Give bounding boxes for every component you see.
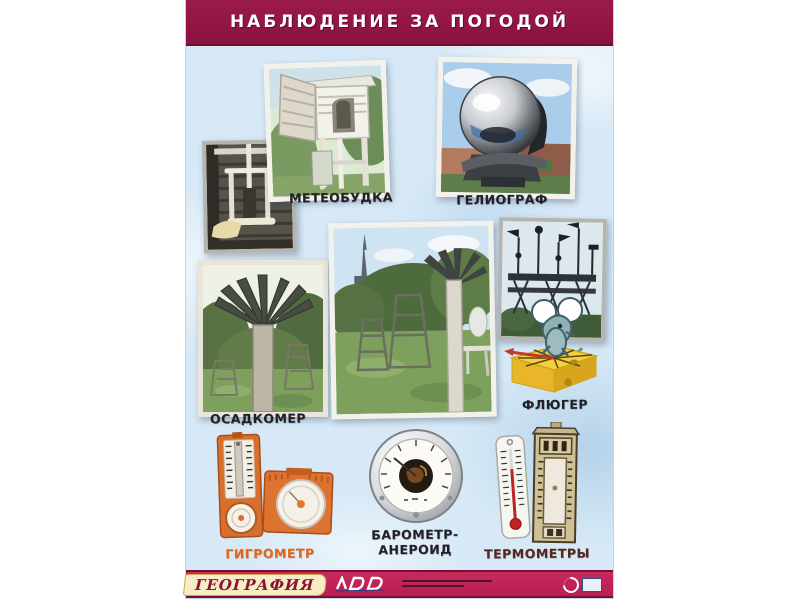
footer-right-logo-icon [563,577,603,593]
swirl-icon [560,574,583,597]
mouse-cheese-compass-art [504,294,604,396]
fine-print-line [402,580,492,582]
rain-gauge-photo [198,260,328,417]
weather-poster [186,0,613,598]
label-meteobudka: МЕТЕОБУДКА [288,189,393,206]
heliograph-photo [436,57,577,199]
poster-title: НАБЛЮДЕНИЕ ЗА ПОГОДОЙ [229,12,570,32]
title-banner [186,0,613,46]
footer-banner [186,570,613,598]
label-barometr-line2: АНЕРОИД [378,541,452,558]
label-barometr [345,526,485,557]
brand-plate [183,574,327,596]
label-geliograf: ГЕЛИОГРАФ [456,191,548,208]
hygrometer-tall-art [216,431,264,538]
label-termometry: ТЕРМОМЕТРЫ [483,545,591,562]
label-osadkomer: ОСАДКОМЕР [209,410,307,427]
footer-fine-print [402,580,492,590]
label-barometr-line1: БАРОМЕТР- [371,526,459,543]
label-gigrometr: ГИГРОМЕТР [225,545,315,562]
brand-text: ГЕОГРАФИЯ [194,576,316,594]
weather-booth-photo [264,60,391,202]
barometer-art [368,428,464,524]
thermometer-white-art [494,434,531,540]
hygrometer-square-art [262,467,334,535]
publisher-logo-icon [334,576,386,592]
thermometer-boxed-art [529,422,581,545]
weather-field-photo [328,221,496,420]
fine-print-line [402,585,464,587]
tag-icon [582,578,602,592]
label-flyuger: ФЛЮГЕР [521,396,589,413]
